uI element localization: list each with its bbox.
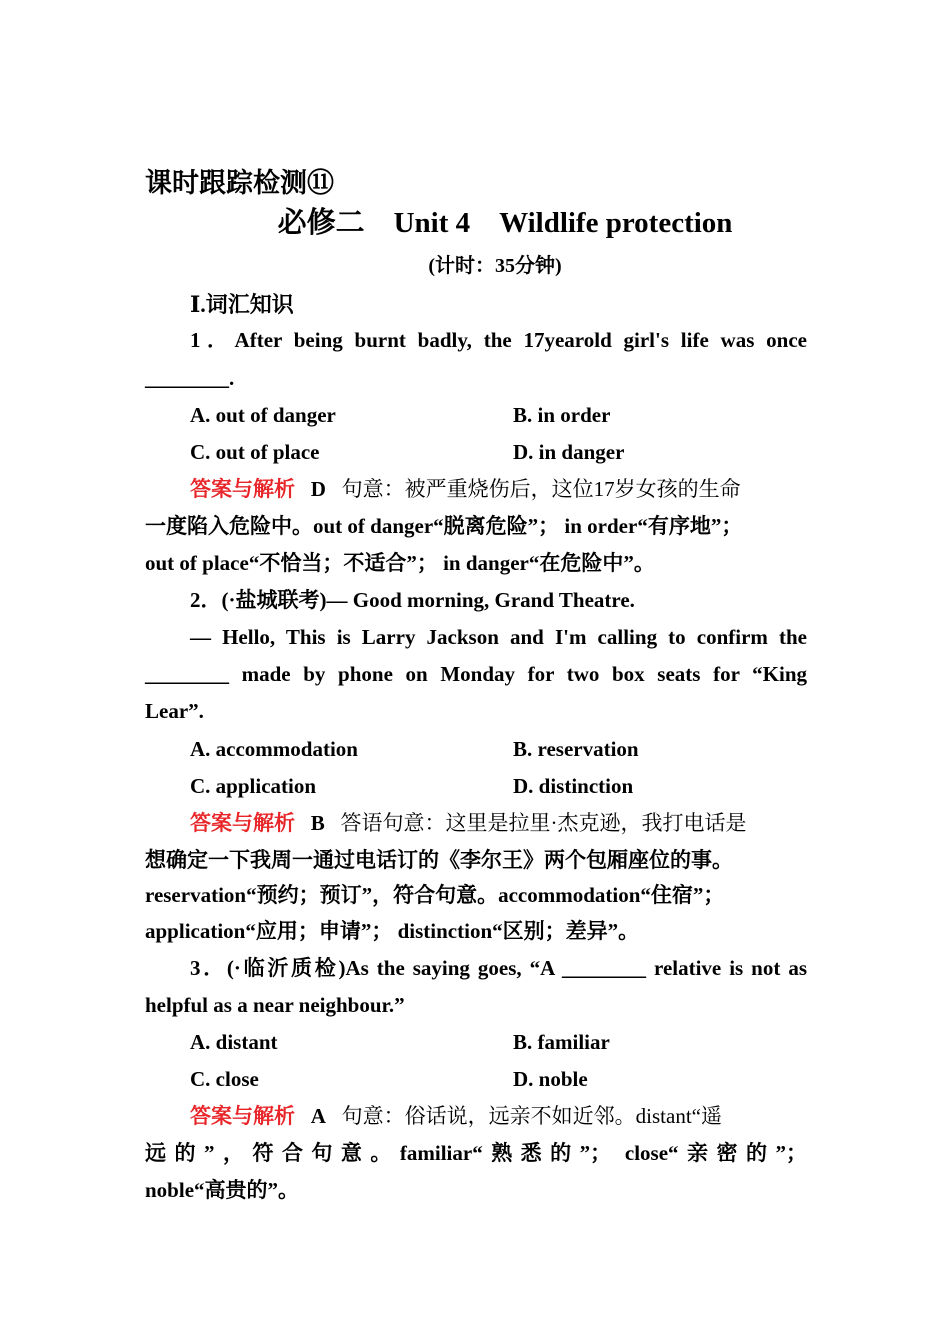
q3-explanation-text: 句意：俗话说，远亲不如近邻。distant“遥: [341, 1104, 722, 1128]
q1-option-a: A. out of danger: [190, 403, 336, 427]
answer-tag: 答案与解析: [190, 811, 295, 835]
q2-option-b: B. reservation: [513, 737, 639, 761]
q2-option-a: A. accommodation: [190, 737, 358, 761]
q2-answer-key: B: [310, 811, 325, 835]
q1-stem-line-2: ________.: [145, 366, 235, 390]
q2-stem-line-1: 2．(·盐城联考)— Good morning, Grand Theatre.: [190, 588, 635, 612]
q1-explanation-text: 句意：被严重烧伤后，这位17岁女孩的生命: [341, 477, 741, 501]
unit-heading: 必修二 Unit 4 Wildlife protection: [277, 207, 733, 239]
q2-explanation-line-3: reservation“预约；预订”，符合句意。accommodation“住宿”；: [145, 883, 725, 907]
q1-option-c: C. out of place: [190, 440, 320, 464]
q2-explanation-line-1: [190, 808, 807, 838]
page-title: 课时跟踪检测⑪: [145, 168, 334, 198]
time-limit: (计时：35分钟): [428, 255, 562, 277]
q1-answer-key: D: [310, 477, 326, 501]
q3-answer-key: A: [310, 1104, 326, 1128]
q3-option-d: D. noble: [513, 1067, 588, 1091]
q3-option-a: A. distant: [190, 1030, 278, 1054]
q3-stem-line-1: 3．(·临沂质检)As the saying goes, “A ________ relative is not as: [190, 956, 807, 980]
q3-explanation-line-1: [190, 1101, 807, 1131]
q1-stem-line-1: 1．After being burnt badly, the 17yearold girl's life was once: [190, 328, 807, 352]
q1-option-d: D. in danger: [513, 440, 625, 464]
q2-explanation-line-4: application“应用；申请”； distinction“区别；差异”。: [145, 919, 640, 943]
q2-explanation-line-2: 想确定一下我周一通过电话订的《李尔王》两个包厢座位的事。: [145, 848, 733, 872]
q1-explanation-line-3: out of place“不恰当；不适合”； in danger“在危险中”。: [145, 551, 655, 575]
section-heading: Ⅰ.词汇知识: [190, 292, 294, 317]
q1-explanation-line-1: [190, 474, 807, 504]
q3-stem-line-2: helpful as a near neighbour.”: [145, 993, 405, 1017]
q2-option-c: C. application: [190, 774, 317, 798]
answer-tag: 答案与解析: [190, 477, 295, 501]
q1-option-b: B. in order: [513, 403, 611, 427]
q1-explanation-line-2: 一度陷入危险中。out of danger“脱离危险”； in order“有序地”；: [145, 514, 743, 538]
q3-explanation-line-2: 远的”，符合句意。familiar“熟悉的”； close“亲密的”；: [145, 1141, 807, 1165]
q3-option-c: C. close: [190, 1067, 259, 1091]
q3-option-b: B. familiar: [513, 1030, 610, 1054]
q2-explanation-text: 答语句意：这里是拉里·杰克逊，我打电话是: [340, 811, 747, 835]
answer-tag: 答案与解析: [190, 1104, 295, 1128]
q2-stem-line-3: ________ made by phone on Monday for two box seats for “King: [145, 662, 807, 686]
q2-stem-line-2: — Hello, This is Larry Jackson and I'm calling to confirm the: [190, 625, 807, 649]
q2-option-d: D. distinction: [513, 774, 634, 798]
q2-stem-line-4: Lear”.: [145, 699, 204, 723]
q3-explanation-line-3: noble“高贵的”。: [145, 1178, 300, 1202]
